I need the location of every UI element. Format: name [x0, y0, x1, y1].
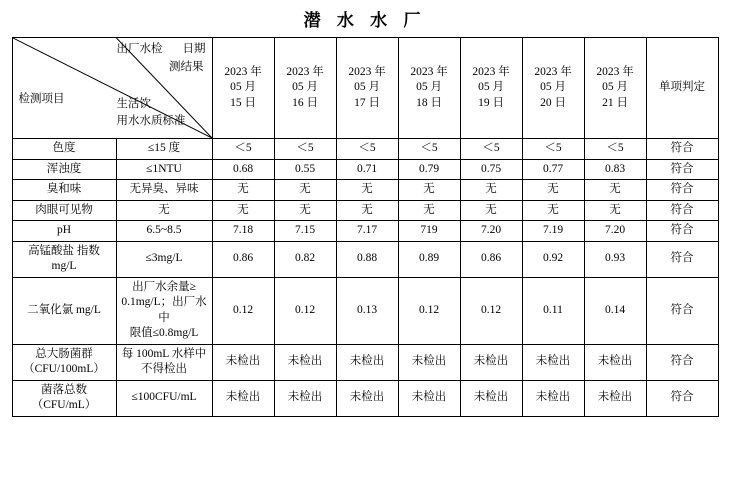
row-value: 未检出 — [212, 344, 274, 380]
row-judgement: 符合 — [646, 200, 718, 221]
row-value: 未检出 — [522, 344, 584, 380]
header-corner-cell — [12, 38, 212, 139]
row-value: 0.89 — [398, 241, 460, 277]
row-value: 无 — [336, 200, 398, 221]
row-value: ＜5 — [522, 139, 584, 160]
row-value: 0.79 — [398, 159, 460, 180]
row-value: 未检出 — [274, 380, 336, 416]
header-std-line1: 生活饮 — [116, 98, 151, 110]
row-value: 0.12 — [274, 277, 336, 344]
table-row — [12, 241, 718, 277]
row-value: 0.12 — [212, 277, 274, 344]
table-row — [12, 221, 718, 242]
row-value: 7.19 — [522, 221, 584, 242]
row-value: 0.14 — [584, 277, 646, 344]
row-value: 0.12 — [460, 277, 522, 344]
table-row — [12, 159, 718, 180]
row-value: 无 — [398, 200, 460, 221]
row-value: 无 — [212, 200, 274, 221]
row-value: 0.82 — [274, 241, 336, 277]
row-standard: 出厂水余量≥ 0.1mg/L；出厂水中 限值≤0.8mg/L — [116, 277, 212, 344]
row-name: 色度 — [12, 139, 116, 160]
row-judgement: 符合 — [646, 180, 718, 201]
row-value: 0.55 — [274, 159, 336, 180]
page-title: 潜 水 水 厂 — [303, 11, 427, 30]
header-judge-label: 单项判定 — [646, 38, 718, 139]
header-date-label: 日期 — [182, 43, 206, 55]
header-date-4: 2023 年 05 月 18 日 — [398, 38, 460, 139]
row-value: ＜5 — [584, 139, 646, 160]
row-value: 无 — [460, 180, 522, 201]
row-value: 0.75 — [460, 159, 522, 180]
row-value: 未检出 — [460, 380, 522, 416]
row-value: 无 — [274, 180, 336, 201]
row-value: ＜5 — [398, 139, 460, 160]
header-date-1: 2023 年 05 月 15 日 — [212, 38, 274, 139]
row-value: 未检出 — [336, 344, 398, 380]
table-row — [12, 180, 718, 201]
row-value: 0.77 — [522, 159, 584, 180]
row-value: 无 — [584, 180, 646, 201]
row-value: 未检出 — [336, 380, 398, 416]
row-value: 无 — [336, 180, 398, 201]
row-value: 0.86 — [460, 241, 522, 277]
header-test-label: 出厂水检 — [116, 43, 163, 55]
row-value: 无 — [522, 180, 584, 201]
header-std-line2: 用水水质标准 — [116, 115, 186, 128]
header-date-6: 2023 年 05 月 20 日 — [522, 38, 584, 139]
header-date-5: 2023 年 05 月 19 日 — [460, 38, 522, 139]
row-value: 未检出 — [212, 380, 274, 416]
table-row — [12, 344, 718, 380]
table-row — [12, 139, 718, 160]
row-value: 0.83 — [584, 159, 646, 180]
row-judgement: 符合 — [646, 159, 718, 180]
row-value: 0.12 — [398, 277, 460, 344]
row-standard: ≤3mg/L — [116, 241, 212, 277]
row-value: ＜5 — [460, 139, 522, 160]
row-value: 未检出 — [460, 344, 522, 380]
table-row — [12, 380, 718, 416]
row-value: 0.93 — [584, 241, 646, 277]
row-value: 0.88 — [336, 241, 398, 277]
row-standard: ≤100CFU/mL — [116, 380, 212, 416]
row-name: 总大肠菌群 （CFU/100mL） — [12, 344, 116, 380]
row-value: 7.17 — [336, 221, 398, 242]
row-value: 0.13 — [336, 277, 398, 344]
row-value: 719 — [398, 221, 460, 242]
row-judgement: 符合 — [646, 277, 718, 344]
row-value: 7.20 — [584, 221, 646, 242]
row-value: 0.11 — [522, 277, 584, 344]
header-date-3: 2023 年 05 月 17 日 — [336, 38, 398, 139]
row-value: 7.20 — [460, 221, 522, 242]
row-value: 未检出 — [398, 344, 460, 380]
row-value: 无 — [460, 200, 522, 221]
row-name: 菌落总数 （CFU/mL） — [12, 380, 116, 416]
row-name: 浑浊度 — [12, 159, 116, 180]
row-name: 臭和味 — [12, 180, 116, 201]
row-value: 7.18 — [212, 221, 274, 242]
row-judgement: 符合 — [646, 344, 718, 380]
header-date-2: 2023 年 05 月 16 日 — [274, 38, 336, 139]
row-standard: 每 100mL 水样中 不得检出 — [116, 344, 212, 380]
row-value: 0.68 — [212, 159, 274, 180]
row-value: ＜5 — [336, 139, 398, 160]
header-result-label: 测结果 — [169, 61, 204, 73]
row-value: 无 — [212, 180, 274, 201]
row-value: 0.86 — [212, 241, 274, 277]
row-value: 无 — [522, 200, 584, 221]
row-value: 未检出 — [398, 380, 460, 416]
row-value: 7.15 — [274, 221, 336, 242]
table-row — [12, 200, 718, 221]
row-value: 无 — [398, 180, 460, 201]
row-standard: ≤15 度 — [116, 139, 212, 160]
row-judgement: 符合 — [646, 241, 718, 277]
row-judgement: 符合 — [646, 380, 718, 416]
row-standard: 无 — [116, 200, 212, 221]
row-value: 0.71 — [336, 159, 398, 180]
row-value: 未检出 — [274, 344, 336, 380]
row-value: 无 — [274, 200, 336, 221]
row-value: ＜5 — [212, 139, 274, 160]
row-standard: 6.5~8.5 — [116, 221, 212, 242]
row-judgement: 符合 — [646, 221, 718, 242]
table-header-row — [12, 38, 718, 139]
row-standard: ≤1NTU — [116, 159, 212, 180]
row-value: 无 — [584, 200, 646, 221]
row-name: 高锰酸盐 指数 mg/L — [12, 241, 116, 277]
header-date-7: 2023 年 05 月 21 日 — [584, 38, 646, 139]
row-value: ＜5 — [274, 139, 336, 160]
row-value: 未检出 — [584, 380, 646, 416]
row-value: 0.92 — [522, 241, 584, 277]
row-value: 未检出 — [522, 380, 584, 416]
water-quality-table — [12, 37, 719, 417]
row-standard: 无异臭、异味 — [116, 180, 212, 201]
row-name: 肉眼可见物 — [12, 200, 116, 221]
row-name: 二氧化氯 mg/L — [12, 277, 116, 344]
row-judgement: 符合 — [646, 139, 718, 160]
table-row — [12, 277, 718, 344]
header-item-label: 检测项目 — [18, 93, 65, 106]
row-name: pH — [12, 221, 116, 242]
row-value: 未检出 — [584, 344, 646, 380]
